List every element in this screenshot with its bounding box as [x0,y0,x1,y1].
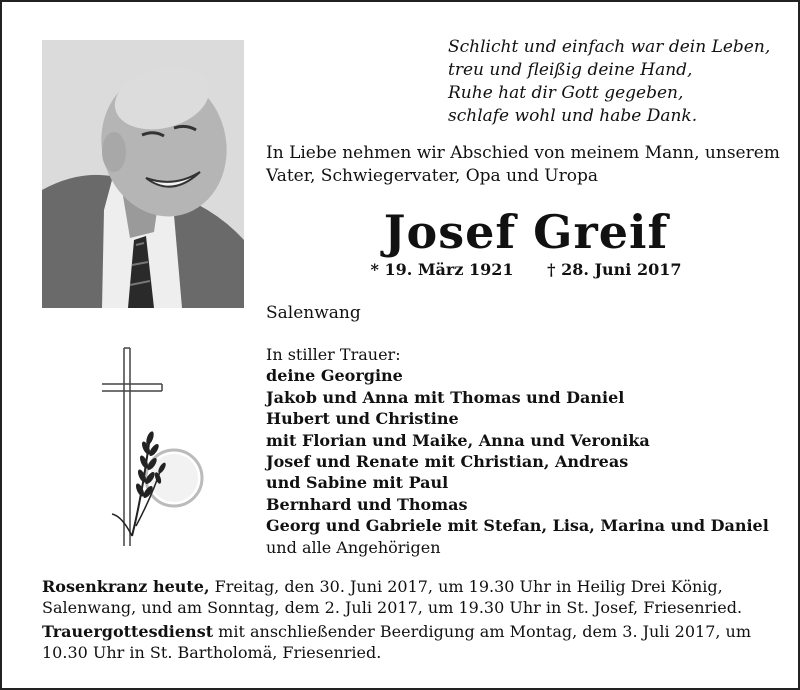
funeral-paragraph [42,621,762,664]
mourners-heading: In stiller Trauer: [266,345,401,364]
rosary-paragraph [42,576,762,619]
service-details [42,576,762,664]
mourners-list [266,344,786,558]
funeral-text: mit anschließender Beerdigung am Montag, dem 3. Juli 2017, um 10.30 Uhr in St. Bartholomä, Friesenried. [42,621,752,663]
poem-line: schlafe wohl und habe Dank. [448,106,698,126]
location: Salenwang [266,303,361,323]
rosary-label: Rosenkranz heute, [42,577,210,596]
poem [448,36,788,128]
mourner-line: Georg und Gabriele mit Stefan, Lisa, Marina und Daniel [266,516,769,536]
funeral-label: Trauergottesdienst [42,621,214,641]
life-dates [266,259,786,281]
mourners-closing: und alle Angehörigen [266,537,441,557]
mourner-line: und Sabine mit Paul [266,473,449,493]
mourner-line: Bernhard und Thomas [266,494,468,514]
mourner-line: Hubert und Christine [266,409,459,429]
mourner-line: mit Florian und Maike, Anna und Veronika [266,430,650,450]
intro-text [266,142,786,188]
portrait-photo [42,40,244,308]
rosary-text: Freitag, den 30. Juni 2017, um 19.30 Uhr in Heilig Drei König, Salenwang, und am Sonntag, dem 2. Juli 2017, um 19.30 Uhr in St. Josef, Friesenried. [42,577,743,618]
poem-line: Schlicht und einfach war dein Leben, [448,37,771,57]
mourner-line: deine Georgine [266,366,403,386]
poem-line: Ruhe hat dir Gott gegeben, [448,83,684,103]
intro-line: Vater, Schwiegervater, Opa und Uropa [266,166,598,186]
portrait-illustration [42,40,244,308]
cross-icon [102,346,212,556]
mourner-line: Jakob und Anna mit Thomas und Daniel [266,387,625,407]
mourner-line: Josef und Renate mit Christian, Andreas [266,452,629,472]
poem-line: treu und fleißig deine Hand, [448,60,693,80]
intro-line: In Liebe nehmen wir Abschied von meinem Mann, unserem [266,143,780,163]
death-date: † 28. Juni 2017 [547,260,682,279]
deceased-name: Josef Greif [383,205,669,259]
birth-date: * 19. März 1921 [370,260,514,279]
